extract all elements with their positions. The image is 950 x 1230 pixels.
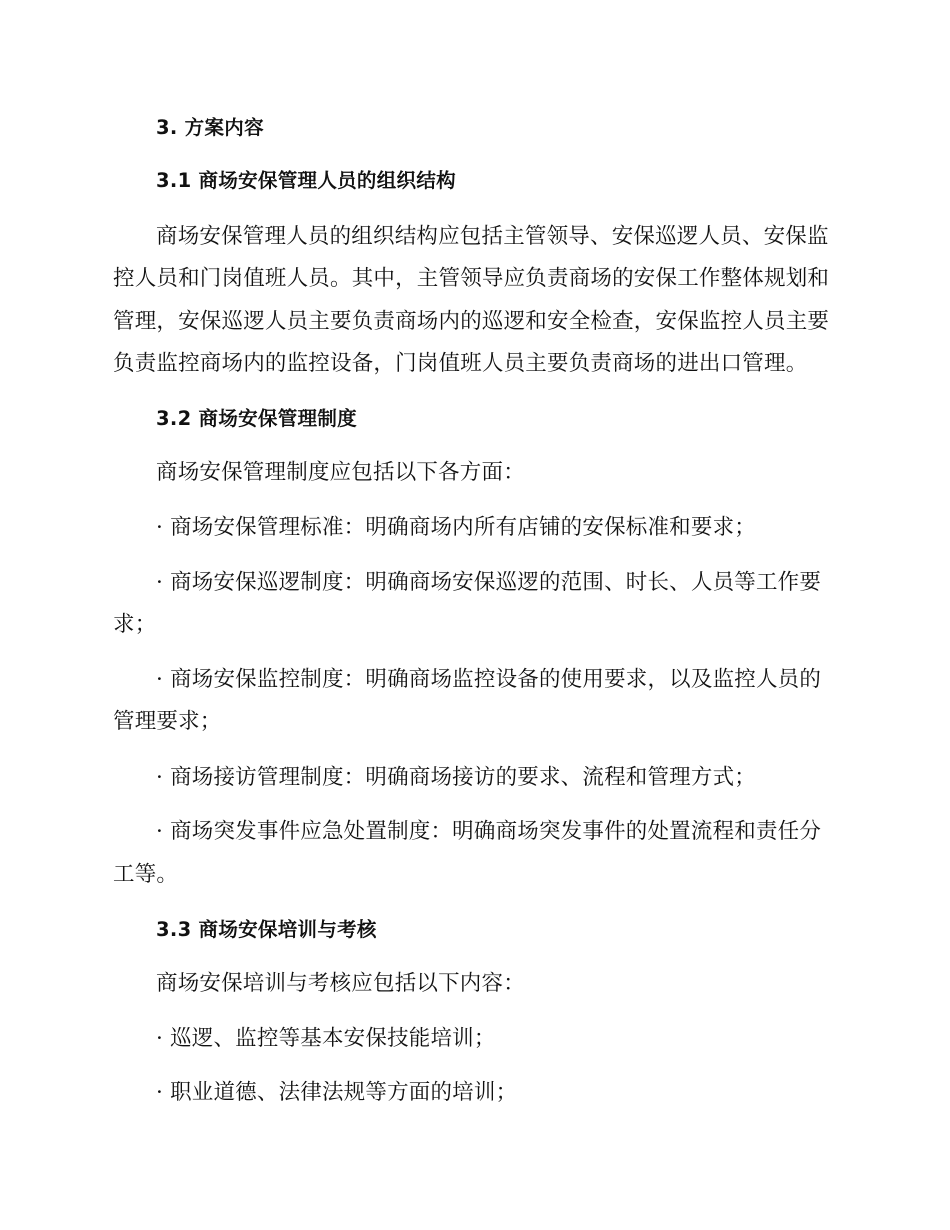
list-item: · 巡逻、监控等基本安保技能培训； — [156, 1026, 496, 1051]
list-item: · 职业道德、法律法规等方面的培训； — [156, 1080, 518, 1105]
paragraph-line: 负责监控商场内的监控设备，门岗值班人员主要负责商场的进出口管理。 — [113, 351, 808, 376]
paragraph-line: 管理，安保巡逻人员主要负责商场内的巡逻和安全检查，安保监控人员主要 — [113, 309, 830, 334]
paragraph-line: 商场安保管理人员的组织结构应包括主管领导、安保巡逻人员、安保监 — [156, 224, 829, 249]
paragraph-line: 商场安保管理制度应包括以下各方面： — [156, 460, 525, 485]
paragraph-line: 商场安保培训与考核应包括以下内容： — [156, 971, 525, 996]
section-heading-3: 3. 方案内容 — [156, 116, 264, 139]
section-heading-3-3: 3.3 商场安保培训与考核 — [156, 918, 377, 941]
list-item: · 商场安保巡逻制度：明确商场安保巡逻的范围、时长、人员等工作要 — [156, 570, 822, 595]
list-item-continuation: 管理要求； — [113, 709, 222, 734]
list-item: · 商场突发事件应急处置制度：明确商场突发事件的处置流程和责任分 — [156, 819, 822, 844]
paragraph-line: 控人员和门岗值班人员。其中，主管领导应负责商场的安保工作整体规划和 — [113, 266, 830, 291]
list-item: · 商场安保监控制度：明确商场监控设备的使用要求，以及监控人员的 — [156, 667, 822, 692]
list-item-continuation: 工等。 — [113, 862, 179, 887]
section-heading-3-1: 3.1 商场安保管理人员的组织结构 — [156, 169, 456, 192]
list-item: · 商场安保管理标准：明确商场内所有店铺的安保标准和要求； — [156, 515, 756, 540]
section-heading-3-2: 3.2 商场安保管理制度 — [156, 407, 357, 430]
list-item: · 商场接访管理制度：明确商场接访的要求、流程和管理方式； — [156, 765, 756, 790]
list-item-continuation: 求； — [113, 612, 157, 637]
